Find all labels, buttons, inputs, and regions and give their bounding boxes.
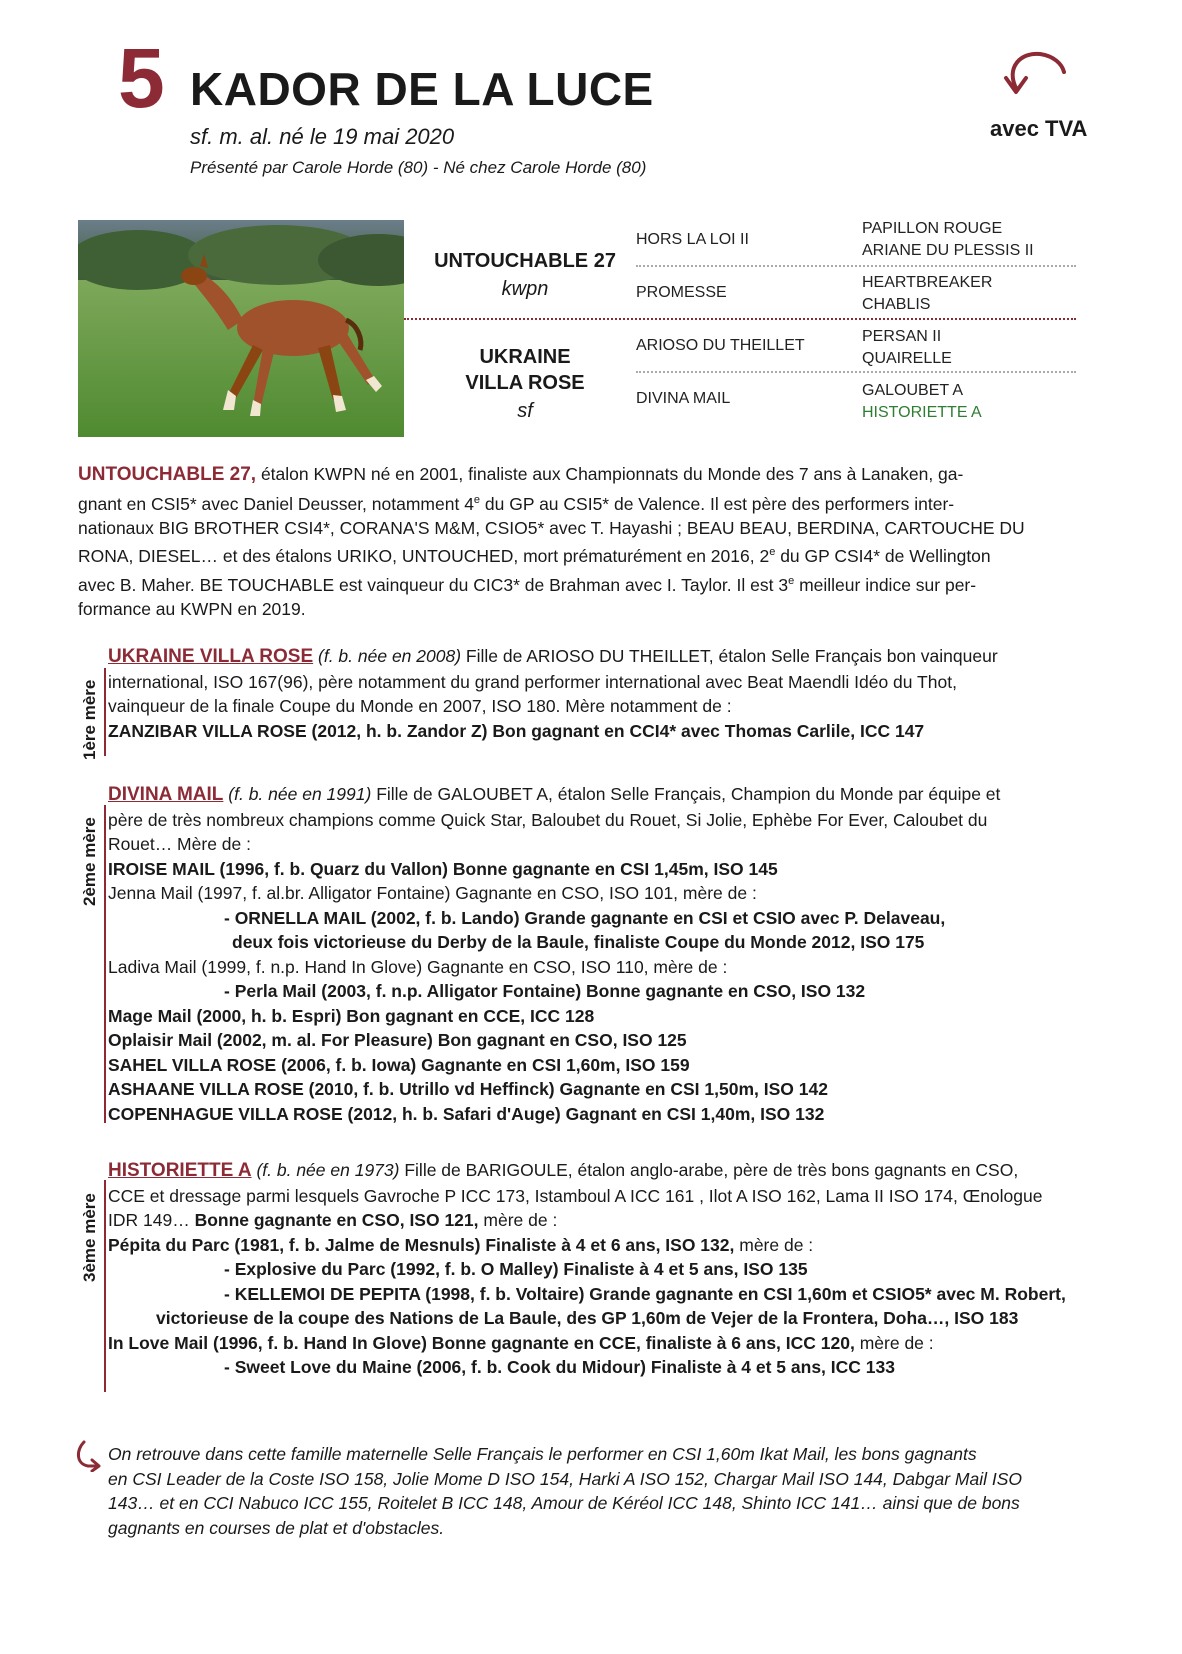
- lot-number: 5: [118, 31, 165, 125]
- curved-arrow-icon: [1002, 48, 1068, 104]
- gen3-2: ARIANE DU PLESSIS II: [862, 242, 1034, 259]
- sire-dam: PROMESSE: [636, 284, 727, 301]
- horse-details: sf. m. al. né le 19 mai 2020: [190, 124, 455, 149]
- generation-label: 3ème mère: [80, 1193, 99, 1282]
- tva-label: avec TVA: [990, 116, 1088, 141]
- presenter-line: Présenté par Carole Horde (80) - Né chez Carole Horde (80): [190, 158, 647, 177]
- dam-breed: sf: [517, 400, 533, 422]
- generation-label: 1ère mère: [80, 679, 99, 760]
- gen3-6: QUAIRELLE: [862, 350, 952, 367]
- sire-description: UNTOUCHABLE 27, étalon KWPN né en 2001, finaliste aux Championnats du Monde des 7 ans à Lanaken, ga- gnant en CSI5* avec Daniel Deusser, notamment 4e du GP au CSI5* de Valence. Il est père des performers inter- nationaux BIG BROTHER CSI4*, CORANA'S M&M, CSIO5* avec T. Hayashi ; BEAU BEAU, BERDINA, CARTOUCHE DU RONA, DIESEL… et des étalons URIKO, UNTOUCHED, mort prématurément en 2016, 2e du GP CSI4* de Wellington avec B. Maher. BE TOUCHABLE est vainqueur du CIC3* de Brahman avec I. Taylor. Il est 3e meilleur indice sur per- formance au KWPN en 2019.: [78, 464, 1025, 619]
- hook-arrow-icon: [74, 1438, 104, 1472]
- section-bar: [104, 1180, 106, 1392]
- family-note: On retrouve dans cette famille maternelle Selle Français le performer en CSI 1,60m Ikat Mail, les bons gagnants en CSI Leader de la Coste ISO 158, Jolie Mome D ISO 154, Harki A ISO 152, Chargar Mail ISO 144, Dabgar Mail ISO 143… et en CCI Nabuco ICC 155, Roitelet B ICC 148, Amour de Kéréol ICC 148, Shinto ICC 141… ainsi que de bons gagnants en courses de plat et d'obstacles.: [108, 1444, 1022, 1538]
- first-dam-section: UKRAINE VILLA ROSE (f. b. née en 2008) Fille de ARIOSO DU THEILLET, étalon Selle Français bon vainqueur international, ISO 167(96), père notamment du grand performer international avec Beat Maendli Idéo du Thot, vainqueur de la finale Coupe du Monde en 2007, ISO 180. Mère notamment de : ZANZIBAR VILLA ROSE (2012, h. b. Zandor Z) Bon gagnant en CCI4* avec Thomas Carlile, ICC 147: [108, 646, 998, 741]
- sire-name: UNTOUCHABLE 27: [434, 250, 616, 272]
- section-bar: [104, 805, 106, 1123]
- horse-name: KADOR DE LA LUCE: [190, 63, 654, 115]
- dam-dam: DIVINA MAIL: [636, 390, 731, 407]
- third-dam-name: HISTORIETTE A: [108, 1160, 252, 1181]
- sire-sire: HORS LA LOI II: [636, 231, 749, 248]
- first-dam-name: UKRAINE VILLA ROSE: [108, 646, 314, 667]
- sire-description-name: UNTOUCHABLE 27,: [78, 464, 257, 485]
- section-bar: [104, 668, 106, 756]
- foal-photo: [78, 220, 404, 437]
- gen3-8: HISTORIETTE A: [862, 404, 982, 421]
- second-dam-name: DIVINA MAIL: [108, 784, 224, 805]
- generation-label: 2ème mère: [80, 817, 99, 906]
- gen3-7: GALOUBET A: [862, 382, 964, 399]
- third-dam-section: HISTORIETTE A (f. b. née en 1973) Fille de BARIGOULE, étalon anglo-arabe, père de très bons gagnants en CSO, CCE et dressage parmi lesquels Gavroche P ICC 173, Istamboul A ICC 161 , Ilot A ISO 162, Lama II ISO 174, Œnologue IDR 149… Bonne gagnante en CSO, ISO 121, mère de : Pépita du Parc (1981, f. b. Jalme de Mesnuls) Finaliste à 4 et 6 ans, ISO 132, mère de : - Explosive du Parc (1992, f. b. O Malley) Finaliste à 4 et 5 ans, ISO 135 - KELLEMOI DE PEPITA (1998, f. b. Voltaire) Grande gagnante en CSI 1,60m et CSIO5* avec M. Robert, victorieuse de la coupe des Nations de La Baule, des GP 1,60m de Vejer de la Frontera, Doha…, ISO 183 In Love Mail (1996, f. b. Hand In Glove) Bonne gagnante en CCE, finaliste à 6 ans, ICC 120, mère de : - Sweet Love du Maine (2006, f. b. Cook du Midour) Finaliste à 4 et 5 ans, ICC 133: [108, 1160, 1066, 1377]
- pedigree-divider: [636, 371, 1076, 373]
- dam-name-line2: VILLA ROSE: [465, 372, 585, 394]
- dam-sire: ARIOSO DU THEILLET: [636, 337, 805, 354]
- gen3-5: PERSAN II: [862, 328, 942, 345]
- gen3-1: PAPILLON ROUGE: [862, 220, 1003, 237]
- dam-name-line1: UKRAINE: [479, 346, 571, 368]
- gen3-4: CHABLIS: [862, 296, 931, 313]
- pedigree-main-divider: [404, 318, 1076, 320]
- gen3-3: HEARTBREAKER: [862, 274, 993, 291]
- pedigree-divider: [636, 265, 1076, 267]
- sire-breed: kwpn: [501, 278, 549, 300]
- second-dam-section: DIVINA MAIL (f. b. née en 1991) Fille de GALOUBET A, étalon Selle Français, Champion du Monde par équipe et père de très nombreux champions comme Quick Star, Baloubet du Rouet, Si Jolie, Ephèbe For Ever, Caloubet du Rouet… Mère de : IROISE MAIL (1996, f. b. Quarz du Vallon) Bonne gagnante en CSI 1,45m, ISO 145 Jenna Mail (1997, f. al.br. Alligator Fontaine) Gagnante en CSO, ISO 101, mère de : - ORNELLA MAIL (2002, f. b. Lando) Grande gagnante en CSI et CSIO avec P. Delaveau, deux fois victorieuse du Derby de la Baule, finaliste Coupe du Monde 2012, ISO 175 Ladiva Mail (1999, f. n.p. Hand In Glove) Gagnante en CSO, ISO 110, mère de : - Perla Mail (2003, f. n.p. Alligator Fontaine) Bonne gagnante en CSO, ISO 132 Mage Mail (2000, h. b. Espri) Bon gagnant en CCE, ICC 128 Oplaisir Mail (2002, m. al. For Pleasure) Bon gagnant en CSO, ISO 125 SAHEL VILLA ROSE (2006, f. b. Iowa) Gagnante en CSI 1,60m, ISO 159 ASHAANE VILLA ROSE (2010, f. b. Utrillo vd Heffinck) Gagnante en CSI 1,50m, ISO 142 COPENHAGUE VILLA ROSE (2012, h. b. Safari d'Auge) Gagnant en CSI 1,40m, ISO 132: [108, 784, 1001, 1124]
